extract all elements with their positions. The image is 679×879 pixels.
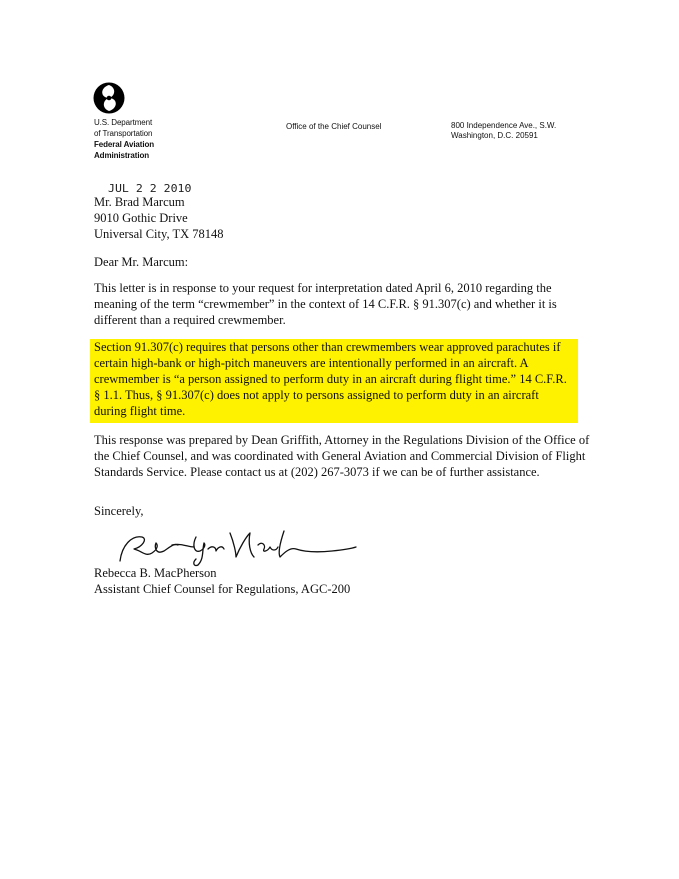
address-line-1: 800 Independence Ave., S.W.	[451, 121, 557, 130]
signer-name: Rebecca B. MacPherson	[94, 566, 217, 580]
handwritten-signature	[112, 523, 362, 571]
highlighted-paragraph: Section 91.307(c) requires that persons other than crewmembers wear approved parachutes if certain high-bank or high-pitch maneuvers are intentionally performed in an aircraft. A crewmember is “a person assigned to perform duty in an aircraft during flight time.” 14 C.F.R. § 1.1. Thus, § 91.307(c) does not apply to persons assigned to perform duty in an aircraft during flight time.	[90, 339, 578, 423]
salutation: Dear Mr. Marcum:	[94, 255, 189, 269]
office-address	[451, 121, 556, 141]
dot-logo-icon	[93, 82, 125, 114]
recipient-name: Mr. Brad Marcum	[94, 195, 185, 209]
date-stamp: JUL 2 2 2010	[108, 183, 192, 195]
body-paragraph-3: This response was prepared by Dean Griffith, Attorney in the Regulations Division of the Office of the Chief Counsel, and was coordinated with General Aviation and Commercial Division of Flight Standards Service. Please contact us at (202) 267-3073 if we can be of further assistance.	[94, 433, 590, 479]
agency-line-1: Federal Aviation	[94, 140, 155, 149]
recipient-address	[94, 194, 224, 242]
signer-title: Assistant Chief Counsel for Regulations, AGC-200	[94, 582, 351, 596]
recipient-city: Universal City, TX 78148	[94, 227, 224, 241]
dept-line-2: of Transportation	[94, 129, 153, 138]
agency-line-2: Administration	[94, 151, 150, 160]
dept-line-1: U.S. Department	[94, 118, 153, 127]
address-line-2: Washington, D.C. 20591	[451, 131, 538, 140]
closing: Sincerely,	[94, 504, 144, 518]
body-paragraph-1: This letter is in response to your request for interpretation dated April 6, 2010 regarding the meaning of the term “crewmember” in the context of 14 C.F.R. § 91.307(c) and whether it is different than a required crewmember.	[94, 281, 557, 327]
office-name: Office of the Chief Counsel	[286, 122, 382, 131]
recipient-street: 9010 Gothic Drive	[94, 211, 188, 225]
agency-block	[94, 117, 154, 161]
signer-block	[94, 565, 350, 597]
